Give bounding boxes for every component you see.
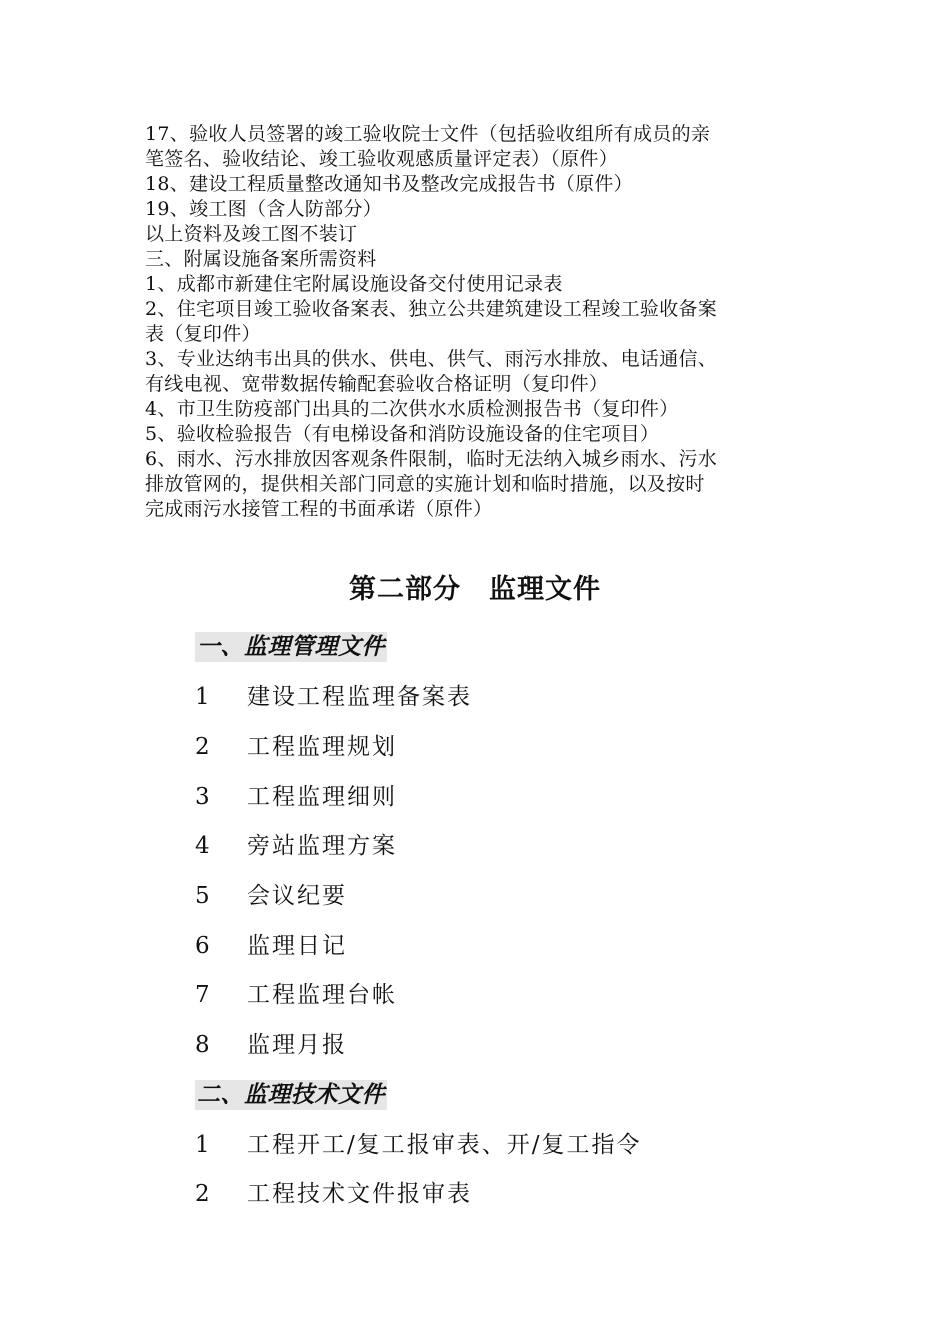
item-number: 6 (195, 933, 210, 959)
item-text: 工程监理细则 (247, 784, 397, 810)
item-number: 1 (195, 1132, 210, 1158)
list-item (195, 880, 347, 912)
list-item (195, 781, 397, 813)
text-line: 排放管网的，提供相关部门同意的实施计划和临时措施，以及按时 (145, 473, 705, 495)
item-number: 4 (195, 833, 210, 859)
item-text: 会议纪要 (247, 883, 347, 909)
list-item (195, 1129, 642, 1161)
text-line: 三、附属设施备案所需资料 (145, 248, 377, 270)
item-number: 8 (195, 1032, 210, 1058)
item-text: 旁站监理方案 (247, 833, 397, 859)
part-title: 第二部分 监理文件 (349, 574, 601, 605)
requirements-list (145, 122, 815, 522)
item-number: 2 (195, 734, 210, 760)
item-number: 3 (195, 784, 210, 810)
section-heading-management: 一、监理管理文件 (197, 634, 385, 660)
list-item (195, 1029, 347, 1061)
item-text: 监理月报 (247, 1032, 347, 1058)
text-line: 19、竣工图（含人防部分） (145, 198, 383, 220)
list-item (195, 930, 347, 962)
text-line: 2、住宅项目竣工验收备案表、独立公共建筑建设工程竣工验收备案 (145, 298, 718, 320)
item-text: 建设工程监理备案表 (247, 684, 472, 710)
item-text: 工程监理台帐 (247, 982, 397, 1008)
list-item (195, 1178, 472, 1210)
text-line: 3、专业达纳韦出具的供水、供电、供气、雨污水排放、电话通信、 (145, 348, 718, 370)
text-line: 有线电视、宽带数据传输配套验收合格证明（复印件） (145, 373, 609, 395)
text-line: 6、雨水、污水排放因客观条件限制，临时无法纳入城乡雨水、污水 (145, 448, 718, 470)
item-number: 5 (195, 883, 210, 909)
item-text: 工程技术文件报审表 (247, 1181, 472, 1207)
text-line: 笔签名、验收结论、竣工验收观感质量评定表）（原件） (145, 148, 619, 170)
item-text: 工程开工/复工报审表、开/复工指令 (247, 1132, 642, 1158)
item-number: 2 (195, 1181, 210, 1207)
section-heading-technical: 二、监理技术文件 (197, 1082, 385, 1108)
text-line: 17、验收人员签署的竣工验收院士文件（包括验收组所有成员的亲 (145, 123, 711, 145)
list-item (195, 830, 397, 862)
list-item (195, 979, 397, 1011)
item-number: 7 (195, 982, 210, 1008)
text-line: 完成雨污水接管工程的书面承诺（原件） (145, 498, 493, 520)
text-line: 5、验收检验报告（有电梯设备和消防设施设备的住宅项目） (145, 423, 660, 445)
text-line: 表（复印件） (145, 323, 261, 345)
item-number: 1 (195, 684, 210, 710)
text-line: 4、市卫生防疫部门出具的二次供水水质检测报告书（复印件） (145, 398, 679, 420)
item-text: 监理日记 (247, 933, 347, 959)
text-line: 18、建设工程质量整改通知书及整改完成报告书（原件） (145, 173, 633, 195)
list-item (195, 731, 397, 763)
text-line: 以上资料及竣工图不装订 (145, 223, 358, 245)
item-text: 工程监理规划 (247, 734, 397, 760)
text-line: 1、成都市新建住宅附属设施设备交付使用记录表 (145, 273, 563, 295)
list-item (195, 681, 472, 713)
